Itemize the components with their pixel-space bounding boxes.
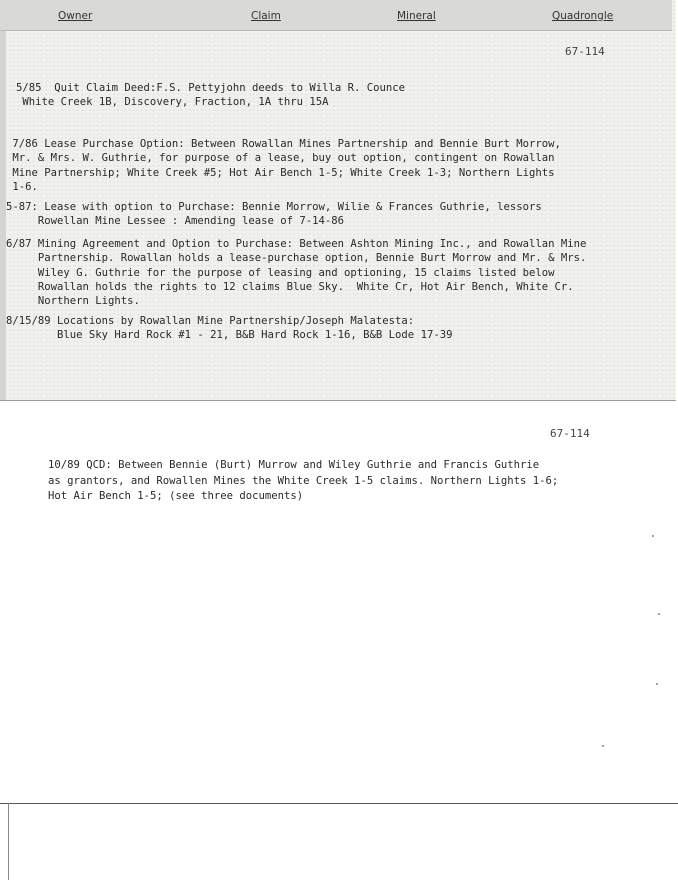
card-entry-quit-claim: 5/85 Quit Claim Deed:F.S. Pettyjohn deeds to Willa R. Counce White Creek 1B, Discovery, Fraction, 1A thru 15A: [16, 82, 406, 109]
margin-line: [8, 803, 9, 880]
card-entry-lease-option: 5-87: Lease with option to Purchase: Bennie Morrow, Wilie & Frances Guthrie, lessors Rowellan Mine Lessee : Amending lease of 7-14-86: [6, 201, 542, 228]
page-file-number: 67-114: [550, 427, 590, 440]
header-claim: Claim: [251, 10, 281, 22]
card-entry-locations: 8/15/89 Locations by Rowallan Mine Partnership/Joseph Malatesta: Blue Sky Hard Rock #1 - 21, B&B Hard Rock 1-16, B&B Lode 17-39: [6, 315, 453, 342]
scan-speck: [602, 745, 604, 747]
header-mineral: Mineral: [397, 10, 436, 22]
header-quadrangle: Quadrongle: [552, 10, 614, 22]
card-entry-mining-agreement: 6/87 Mining Agreement and Option to Purchase: Between Ashton Mining Inc., and Rowallan Mine Partnership. Rowallan holds a lease-purchase option, Bennie Burt Morrow and Mr. & Mrs. Wiley G. Guthrie for the purpose of leasing and optioning, 15 claims listed below Rowallan holds the rights to 12 claims Blue Sky. White Cr, Hot Air Bench, White Cr. Northern Lights.: [6, 238, 587, 308]
header-owner: Owner: [58, 10, 93, 22]
card-entry-lease-purchase-option: 7/86 Lease Purchase Option: Between Rowallan Mines Partnership and Bennie Burt Morrow, Mr. & Mrs. W. Guthrie, for purpose of a lease, buy out option, contingent on Rowallan Mine Partnership; White Creek #5; Hot Air Bench 1-5; White Creek 1-3; Northern Lights 1-6.: [12, 138, 561, 193]
page-divider: [0, 803, 678, 804]
page-entry-qcd: 10/89 QCD: Between Bennie (Burt) Murrow and Wiley Guthrie and Francis Guthrie as grantors, and Rowallen Mines the White Creek 1-5 claims. Northern Lights 1-6; Hot Air Bench 1-5; (see three documents): [48, 459, 559, 502]
card-file-number: 67-114: [565, 45, 605, 58]
index-card: [0, 0, 676, 401]
card-header: [0, 0, 672, 31]
scan-speck: [656, 683, 658, 685]
scan-speck: [658, 613, 660, 615]
scan-speck: [652, 535, 654, 537]
